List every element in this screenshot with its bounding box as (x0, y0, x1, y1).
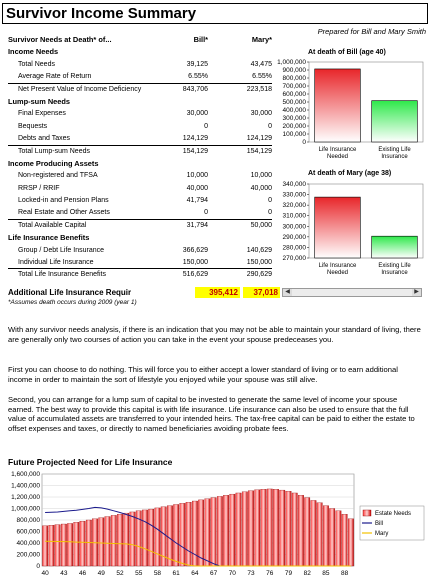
legend-swatch (363, 510, 371, 516)
chart-mary-title: At death of Mary (age 38) (308, 170, 392, 177)
horizontal-scrollbar[interactable] (282, 288, 422, 297)
category-label: Life Insurance Needed (318, 263, 357, 276)
row-label: Total Available Capital (18, 221, 87, 229)
estate-needs-bar (267, 489, 272, 566)
x-tick-label: 88 (341, 570, 349, 577)
row-value-bill[interactable]: 30,000 (186, 110, 208, 118)
y-tick-label: 700,000 (282, 83, 306, 90)
additional-insurance-label: Additional Life Insurance Requir (8, 288, 132, 297)
estate-needs-bar (242, 492, 247, 566)
estate-needs-bar (292, 493, 297, 566)
paragraph-1: With any survivor needs analysis, if there is an indication that you may not be able to maintain your standard of living, there are generally only two courses of action you can take in the event your spouse predeceases you. (8, 325, 421, 344)
row-label: Group / Debt Life Insurance (18, 246, 104, 254)
estate-needs-bar (329, 509, 334, 567)
y-tick-label: 340,000 (282, 181, 306, 188)
y-tick-label: 270,000 (282, 255, 306, 262)
x-tick-label: 73 (247, 570, 255, 577)
row-value-mary[interactable]: 30,000 (250, 110, 272, 118)
estate-needs-bar (124, 513, 129, 566)
x-tick-label: 67 (209, 570, 218, 577)
projection-chart (2, 470, 428, 582)
y-tick-label: 200,000 (16, 551, 40, 559)
x-tick-label: 46 (78, 570, 87, 577)
y-tick-label: 1,000,000 (11, 505, 40, 513)
estate-needs-bar (42, 526, 47, 566)
chart-bill (272, 58, 428, 166)
table-row (8, 71, 272, 83)
estate-needs-bar (49, 525, 54, 566)
row-value-mary[interactable]: 154,129 (246, 147, 272, 155)
y-tick-label: 800,000 (16, 517, 40, 524)
section-heading-label: Income Needs (8, 47, 59, 57)
row-label: Debts and Taxes (18, 135, 71, 143)
table-row (8, 245, 272, 257)
row-label: Bequests (18, 122, 48, 130)
row-label: Final Expenses (18, 110, 66, 118)
estate-needs-bar (348, 519, 353, 566)
section-heading-label: Life Insurance Benefits (8, 233, 90, 243)
row-label: Real Estate and Other Assets (18, 209, 110, 217)
table-row (8, 133, 272, 145)
y-tick-label: 300,000 (282, 115, 306, 122)
estate-needs-bar (180, 503, 185, 566)
legend-label: Bill (375, 521, 384, 527)
estate-needs-bar (248, 491, 253, 566)
bar-needed (315, 197, 361, 258)
row-value-mary[interactable]: 290,629 (246, 271, 272, 279)
section-heading-label: Income Producing Assets (8, 158, 99, 168)
x-tick-label: 55 (135, 570, 143, 577)
row-label: Locked-in and Pension Plans (18, 197, 109, 205)
row-value-bill[interactable]: 124,129 (182, 135, 208, 143)
row-label: Average Rate of Return (18, 73, 92, 81)
estate-needs-bar (155, 508, 160, 566)
estate-needs-bar (148, 509, 153, 566)
row-value-bill[interactable]: 6.55% (188, 73, 208, 81)
row-value-mary[interactable]: 10,000 (250, 172, 272, 180)
estate-needs-bar (186, 502, 191, 566)
y-tick-label: 600,000 (282, 91, 306, 98)
x-tick-label: 52 (116, 570, 124, 577)
row-value-bill[interactable]: 39,125 (186, 60, 208, 68)
estate-needs-bar (286, 491, 291, 566)
estate-needs-bar (61, 524, 66, 566)
table-row (8, 170, 272, 182)
table-row (8, 121, 272, 133)
row-value-mary[interactable]: 124,129 (246, 135, 272, 143)
estate-needs-bar (236, 493, 241, 566)
section-heading (8, 158, 272, 170)
y-tick-label: 400,000 (282, 107, 306, 114)
y-tick-label: 280,000 (282, 244, 306, 252)
x-tick-label: 43 (60, 570, 68, 577)
y-tick-label: 0 (302, 139, 306, 146)
x-tick-label: 64 (191, 570, 199, 577)
column-header-mary: Mary* (251, 35, 272, 44)
table-row (8, 207, 272, 219)
row-value-mary[interactable]: 0 (268, 197, 272, 205)
row-label: Total Needs (18, 60, 55, 68)
row-value-bill[interactable]: 40,000 (186, 184, 208, 192)
section-heading (8, 96, 272, 108)
estate-needs-bar (111, 515, 116, 566)
row-value-mary[interactable]: 223,518 (246, 85, 272, 93)
estate-needs-bar (105, 517, 110, 566)
estate-needs-bar (142, 510, 147, 566)
row-label: Total Life Insurance Benefits (18, 271, 106, 279)
x-tick-label: 61 (172, 570, 180, 577)
row-value-bill[interactable]: 843,706 (182, 85, 208, 93)
estate-needs-bar (273, 489, 278, 566)
table-row (8, 195, 272, 207)
projection-chart-title: Future Projected Need for Life Insurance (8, 457, 173, 467)
y-tick-label: 310,000 (282, 212, 306, 220)
table-title: Survivor Needs at Death* of... (8, 35, 112, 44)
y-tick-label: 800,000 (282, 75, 306, 82)
table-header-row (8, 34, 272, 46)
estate-needs-bar (205, 499, 210, 566)
row-label: Individual Life Insurance (18, 259, 94, 267)
additional-insurance-mary[interactable]: 37,018 (243, 287, 280, 298)
x-tick-label: 85 (322, 570, 330, 577)
row-value-mary[interactable]: 0 (268, 122, 272, 130)
legend-label: Estate Needs (375, 511, 412, 517)
estate-needs-bar (255, 490, 260, 566)
row-value-bill[interactable]: 366,629 (182, 246, 208, 254)
estate-needs-bar (261, 489, 266, 566)
x-tick-label: 49 (97, 570, 105, 577)
y-tick-label: 290,000 (282, 233, 306, 241)
table-row (8, 84, 272, 96)
chart-bill-title: At death of Bill (age 40) (308, 49, 386, 56)
row-value-bill[interactable]: 154,129 (182, 147, 208, 155)
bar-existing (372, 101, 418, 142)
row-value-bill[interactable]: 516,629 (182, 271, 208, 279)
y-tick-label: 900,000 (282, 67, 306, 74)
y-tick-label: 320,000 (282, 202, 306, 210)
estate-needs-bar (211, 498, 216, 566)
y-tick-label: 400,000 (16, 540, 40, 547)
legend-label: Mary (375, 531, 389, 537)
section-heading (8, 232, 272, 244)
y-tick-label: 600,000 (16, 528, 40, 536)
category-label: Life Insurance Needed (318, 147, 357, 160)
y-tick-label: 300,000 (282, 223, 306, 231)
row-label: Non-registered and TFSA (18, 172, 98, 180)
x-tick-label: 40 (41, 570, 49, 577)
row-value-mary[interactable]: 0 (268, 209, 272, 217)
estate-needs-bar (167, 506, 172, 566)
estate-needs-bar (342, 514, 347, 566)
bar-existing (372, 236, 418, 258)
row-value-mary[interactable]: 6.55% (252, 73, 272, 81)
estate-needs-bar (230, 494, 235, 566)
chart-mary (272, 180, 428, 283)
estate-needs-bar (173, 504, 178, 566)
section-heading-label: Lump-sum Needs (8, 96, 71, 106)
y-tick-label: 100,000 (282, 131, 306, 138)
section-heading (8, 46, 272, 58)
row-value-bill[interactable]: 10,000 (186, 172, 208, 180)
row-value-bill[interactable]: 0 (204, 122, 208, 130)
y-tick-label: 1,000,000 (277, 59, 306, 66)
y-tick-label: 330,000 (282, 191, 306, 199)
y-tick-label: 200,000 (282, 123, 306, 130)
estate-needs-bar (67, 523, 72, 566)
y-tick-label: 500,000 (282, 99, 306, 106)
x-tick-label: 70 (228, 570, 236, 577)
row-value-mary[interactable]: 50,000 (250, 221, 272, 229)
estate-needs-bar (217, 496, 222, 566)
estate-needs-bar (311, 500, 316, 566)
estate-needs-bar (198, 500, 203, 566)
y-tick-label: 1,600,000 (11, 471, 40, 478)
page-title: Survivor Income Summary (2, 3, 428, 24)
assumption-note: *Assumes death occurs during 2009 (year 1) (8, 299, 137, 306)
estate-needs-bar (80, 521, 85, 566)
estate-needs-bar (74, 522, 79, 566)
table-row (8, 146, 272, 158)
estate-needs-bar (336, 511, 341, 566)
table-row (8, 59, 272, 71)
y-tick-label: 1,400,000 (11, 482, 40, 490)
estate-needs-bar (304, 498, 309, 566)
x-tick-label: 58 (153, 570, 162, 577)
estate-needs-bar (317, 503, 322, 566)
column-header-bill: Bill* (193, 35, 208, 44)
estate-needs-bar (55, 525, 60, 566)
category-label: Existing Life Insurance (378, 147, 411, 160)
x-tick-label: 79 (284, 570, 293, 577)
additional-insurance-bill[interactable]: 395,412 (195, 287, 240, 298)
row-value-mary[interactable]: 43,475 (250, 60, 272, 68)
prepared-for-caption: Prepared for Bill and Mary Smith (317, 27, 426, 36)
x-tick-label: 82 (303, 570, 311, 577)
table-row (8, 269, 272, 281)
paragraph-3: Second, you can arrange for a lump sum of capital to be invested to generate the same level of income your spouse earned. The best way to provide this capital is with life insurance. Life insurance can also be used to ensure that the full value of accumulated assets are transferred to your intended heirs. The tax-free capital can be paid to either the estate to offset expenses and taxes, or directly to named beneficiaries avoiding probate fees. (8, 395, 415, 433)
table-row (8, 108, 272, 120)
x-tick-label: 76 (266, 570, 274, 577)
table-row (8, 183, 272, 195)
category-label: Existing Life Insurance (378, 263, 411, 276)
bar-needed (315, 69, 361, 142)
scroll-right-arrow-icon[interactable]: ▶ (412, 289, 421, 296)
estate-needs-bar (99, 518, 104, 566)
estate-needs-bar (280, 490, 285, 566)
row-value-bill[interactable]: 150,000 (182, 259, 208, 267)
y-tick-label: 0 (36, 563, 40, 570)
estate-needs-bar (298, 495, 303, 566)
estate-needs-bar (117, 514, 122, 566)
row-value-bill[interactable]: 0 (204, 209, 208, 217)
survivor-needs-table (8, 34, 272, 282)
estate-needs-bar (192, 501, 197, 566)
row-value-mary[interactable]: 150,000 (246, 259, 272, 267)
row-value-mary[interactable]: 140,629 (246, 246, 272, 254)
row-value-bill[interactable]: 41,794 (186, 197, 208, 205)
table-row (8, 257, 272, 269)
estate-needs-bar (223, 495, 228, 566)
row-value-bill[interactable]: 31,794 (186, 221, 208, 229)
row-label: Total Lump-sum Needs (18, 147, 90, 155)
row-label: Net Present Value of Income Deficiency (18, 85, 142, 93)
table-row (8, 220, 272, 232)
row-value-mary[interactable]: 40,000 (250, 184, 272, 192)
estate-needs-bar (323, 506, 328, 566)
y-tick-label: 1,200,000 (11, 494, 40, 501)
row-label: RRSP / RRIF (18, 184, 60, 192)
scroll-left-arrow-icon[interactable]: ◀ (283, 289, 292, 296)
estate-needs-bar (130, 512, 135, 566)
paragraph-2: First you can choose to do nothing. This will force you to either accept a lower standard of living or to earn additional income in order to maintain the sort of lifestyle you enjoyed while your spouse was still alive. (8, 365, 398, 384)
